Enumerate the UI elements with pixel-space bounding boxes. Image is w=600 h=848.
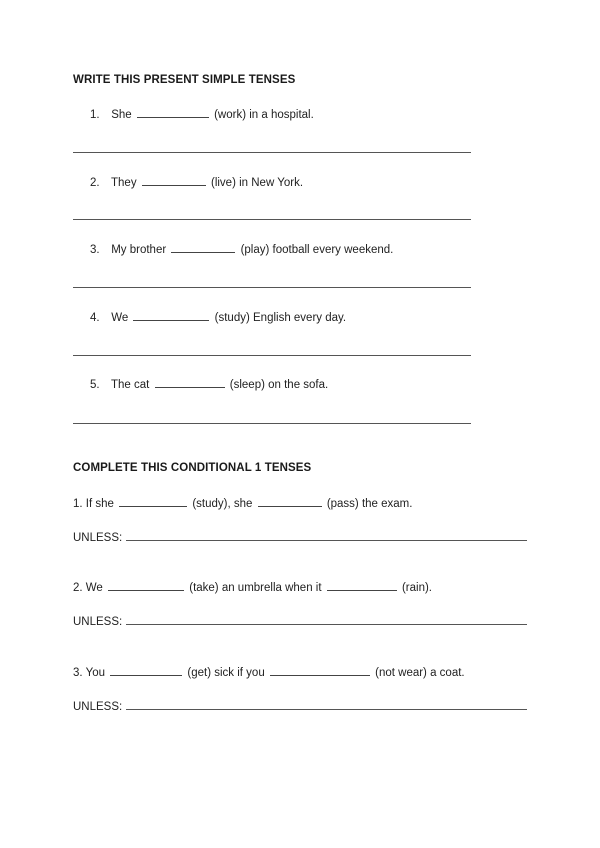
item-text: They bbox=[111, 177, 137, 189]
conditional-item bbox=[73, 665, 465, 679]
section-title-conditional: COMPLETE THIS CONDITIONAL 1 TENSES bbox=[73, 462, 312, 474]
section-title-present-simple: WRITE THIS PRESENT SIMPLE TENSES bbox=[73, 74, 296, 86]
exercise-item bbox=[90, 377, 328, 391]
item-text: We bbox=[111, 312, 129, 324]
item-text: The cat bbox=[111, 379, 150, 391]
unless-label: UNLESS: bbox=[73, 532, 123, 544]
item-text: My brother bbox=[111, 244, 167, 256]
answer-blank[interactable] bbox=[110, 665, 182, 676]
answer-line[interactable] bbox=[73, 355, 471, 356]
answer-blank[interactable] bbox=[258, 496, 322, 507]
exercise-item bbox=[90, 242, 393, 256]
answer-line[interactable] bbox=[73, 287, 471, 288]
answer-blank[interactable] bbox=[327, 580, 397, 591]
answer-blank[interactable] bbox=[155, 377, 225, 388]
answer-blank[interactable] bbox=[108, 580, 184, 591]
item-hint: (work) in a hospital. bbox=[214, 109, 314, 121]
unless-row bbox=[73, 614, 527, 628]
answer-blank[interactable] bbox=[171, 242, 235, 253]
answer-blank[interactable] bbox=[137, 107, 209, 118]
unless-answer-line[interactable] bbox=[126, 530, 527, 541]
conditional-item bbox=[73, 496, 412, 510]
item-text: She bbox=[111, 109, 132, 121]
item-text: 3. You bbox=[73, 667, 105, 679]
unless-row bbox=[73, 530, 527, 544]
answer-blank[interactable] bbox=[270, 665, 370, 676]
item-number: 1. bbox=[90, 109, 100, 121]
answer-line[interactable] bbox=[73, 423, 471, 424]
item-hint: (sleep) on the sofa. bbox=[229, 379, 329, 391]
unless-answer-line[interactable] bbox=[126, 699, 527, 710]
item-hint: (live) in New York. bbox=[210, 177, 304, 189]
unless-label: UNLESS: bbox=[73, 701, 123, 713]
unless-answer-line[interactable] bbox=[126, 614, 527, 625]
answer-blank[interactable] bbox=[133, 310, 209, 321]
answer-line[interactable] bbox=[73, 152, 471, 153]
item-text: 2. We bbox=[73, 582, 103, 594]
item-number: 3. bbox=[90, 244, 100, 256]
answer-blank[interactable] bbox=[119, 496, 187, 507]
item-text: (not wear) a coat. bbox=[375, 667, 465, 679]
item-number: 2. bbox=[90, 177, 100, 189]
unless-label: UNLESS: bbox=[73, 616, 123, 628]
item-text: (pass) the exam. bbox=[326, 498, 413, 510]
item-number: 4. bbox=[90, 312, 100, 324]
answer-blank[interactable] bbox=[142, 175, 206, 186]
item-hint: (play) football every weekend. bbox=[240, 244, 394, 256]
conditional-item bbox=[73, 580, 432, 594]
item-number: 5. bbox=[90, 379, 100, 391]
item-hint: (study) English every day. bbox=[214, 312, 347, 324]
exercise-item bbox=[90, 107, 314, 121]
exercise-item bbox=[90, 310, 346, 324]
item-text: (take) an umbrella when it bbox=[189, 582, 322, 594]
unless-row bbox=[73, 699, 527, 713]
item-text: 1. If she bbox=[73, 498, 114, 510]
exercise-item bbox=[90, 175, 303, 189]
item-text: (rain). bbox=[401, 582, 432, 594]
item-text: (study), she bbox=[192, 498, 253, 510]
item-text: (get) sick if you bbox=[187, 667, 265, 679]
answer-line[interactable] bbox=[73, 219, 471, 220]
